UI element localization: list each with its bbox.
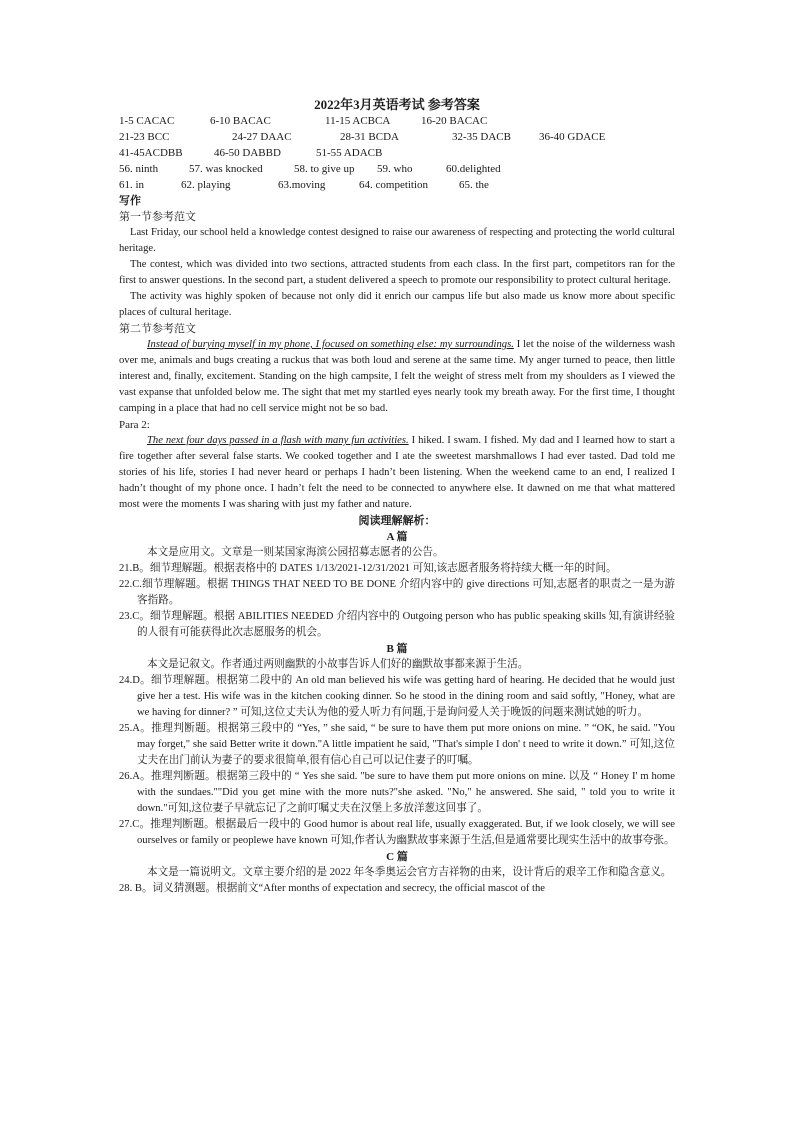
answer-group: 51-55 ADACB <box>316 147 383 159</box>
answer-explanation: 21.B。细节理解题。根据表格中的 DATES 1/13/2021-12/31/2021 可知,该志愿者服务将持续大概一年的时间。 <box>119 563 617 574</box>
essay1-paragraph: The contest, which was divided into two sections, attracted students from each class. In the first part, competitors ran for the first to answer questions. In the second part, a student delivered a speech to promote our responsibility to protect cultural heritage. <box>119 259 675 286</box>
answer-item: 63.moving <box>278 179 326 191</box>
essay1-paragraph: Last Friday, our school held a knowledge contest designed to raise our awareness of respecting and protecting the world cultural heritage. <box>119 227 675 254</box>
answer-group: 21-23 BCC <box>119 131 170 143</box>
answer-group: 36-40 GDACE <box>539 131 606 143</box>
answer-item: 65. the <box>459 179 489 191</box>
answer-group: 16-20 BACAC <box>421 115 488 127</box>
writing-heading: 写作 <box>119 195 141 207</box>
answer-row-3 <box>119 145 675 161</box>
passage-c-intro: 本文是一篇说明文。文章主要介绍的是 2022 年冬季奥运会官方吉祥物的由来，设计背后的艰辛工作和隐含意义。 <box>147 867 672 878</box>
answer-group: 11-15 ACBCA <box>325 115 391 127</box>
answer-explanation: 23.C。细节理解题。根据 ABILITIES NEEDED 介绍内容中的 Outgoing person who has public speaking skills 知,有演讲经验的人很有可能获得此次志愿服务的机会。 <box>119 611 675 638</box>
essay2-paragraph-2 <box>119 433 675 513</box>
essay2-paragraph-1-body: I let the noise of the wilderness wash over me, animals and bugs creating a ruckus that was both loud and serene at the same time. My anger turned to peace, then little interest and, finally, excitement. Standing on the high campsite, I felt the weight of stress melt from my shoulders as I viewed the vast expanse that unfolded below me. The sight that met my startled eyes nearly took my breath away. For the first time, I thought camping in a place that had no cell service might not be so bad. <box>119 339 675 414</box>
answer-row-4 <box>119 161 675 177</box>
answer-row-1 <box>119 113 675 129</box>
reading-heading: 阅读理解解析： <box>358 515 436 527</box>
essay1-paragraph: The activity was highly spoken of because not only did it enrich our campus life but also made us know more about specific places of cultural heritage. <box>119 291 675 318</box>
essay2-paragraph-2-lead: The next four days passed in a flash with many fun activities. <box>147 435 409 446</box>
answer-group: 6-10 BACAC <box>210 115 271 127</box>
answer-explanation: 24.D。细节理解题。根据第二段中的 An old man believed his wife was getting hard of hearing. He decided that he would just give her a test. His wife was in the kitchen cooking dinner. So he stood in the dining room and said softly, "Honey, what are we having for dinner? ” 可知,这位丈夫认为他的爱人听力有问题,于是询问爱人关于晚饭的问题来测试她的听力。 <box>119 675 675 718</box>
passage-c-heading: C 篇 <box>386 851 408 863</box>
essay2-paragraph-1 <box>119 337 675 417</box>
answer-group: 46-50 DABBD <box>214 147 281 159</box>
passage-a-intro: 本文是应用文。文章是一则某国家海滨公园招募志愿者的公告。 <box>147 547 444 558</box>
answer-sheet-page <box>119 97 675 897</box>
page-title: 2022年3月英语考试 参考答案 <box>314 97 480 112</box>
writing-part2-heading: 第二节参考范文 <box>119 323 196 335</box>
passage-b-intro: 本文是记叙文。作者通过两则幽默的小故事告诉人们好的幽默故事都来源于生活。 <box>147 659 529 670</box>
answer-group: 1-5 CACAC <box>119 115 175 127</box>
answer-group: 28-31 BCDA <box>340 131 399 143</box>
answer-explanation: 25.A。推理判断题。根据第三段中的 “Yes, ” she said, “ be sure to have them put more onions on mine. ” “OK, he said. "You may forget," she said Better write it down."A little impatient he said, "That's simple I don' t need to write it down.” 可知,这位丈夫在出门前认为妻子的要求很简单,很有信心自己可以记住妻子的叮嘱。 <box>119 723 675 766</box>
answer-item: 64. competition <box>359 179 429 191</box>
answer-row-2 <box>119 129 675 145</box>
answer-item: 61. in <box>119 179 145 191</box>
answer-explanation: 26.A。推理判断题。根据第三段中的 “ Yes she said. "be sure to have them put more onions on mine. 以及 “ Honey I' m home with the sundaes.""Did you get mine with the more nuts?"she asked. "No," he answered. She said, " told you to write it down."可知,这位妻子早就忘记了之前叮嘱丈夫在汉堡上多放洋葱这回事了。 <box>119 771 675 814</box>
answer-item: 57. was knocked <box>189 163 263 175</box>
answer-item: 59. who <box>377 163 413 175</box>
answer-group: 41-45ACDBB <box>119 147 183 159</box>
answer-explanation: 28. B。词义猜测题。根据前文“After months of expectation and secrecy, the official mascot of the <box>119 883 545 894</box>
passage-a-heading: A 篇 <box>386 531 408 543</box>
passage-b-heading: B 篇 <box>386 643 408 655</box>
answer-group: 24-27 DAAC <box>232 131 292 143</box>
answer-explanation: 22.C.细节理解题。根据 THINGS THAT NEED TO BE DONE 介绍内容中的 give directions 可知,志愿者的职责之一是为游客指路。 <box>119 579 675 606</box>
answer-item: 58. to give up <box>294 163 355 175</box>
answer-item: 56. ninth <box>119 163 159 175</box>
answer-item: 60.delighted <box>446 163 501 175</box>
answer-group: 32-35 DACB <box>452 131 511 143</box>
essay2-paragraph-2-body: I hiked. I swam. I fished. My dad and I learned how to start a fire together after several false starts. We cooked together and I ate the sweetest marshmallows I had ever tasted. Dad told me stories of his life, stories I had never heard or perhaps I hadn’t been listening. When the weekend came to an end, I realized I hadn’t thought of my phone once. I hadn’t felt the need to be connected to anywhere else. It dawned on me that what mattered most were the moments I was sharing with just my father and nature. <box>119 435 675 510</box>
answer-row-5 <box>119 177 675 193</box>
para2-label: Para 2: <box>119 419 150 431</box>
writing-part1-heading: 第一节参考范文 <box>119 211 196 223</box>
essay2-paragraph-1-lead: Instead of burying myself in my phone, I focused on something else: my surroundings. <box>147 339 514 350</box>
answer-item: 62. playing <box>181 179 231 191</box>
answer-explanation: 27.C。推理判断题。根据最后一段中的 Good humor is about real life, usually exaggerated. But, if we look closely, we will see ourselves or family or peoplewe have known 可知,作者认为幽默故事来源于生活,但是通常要比现实生活中的故事夸张。 <box>119 819 675 846</box>
